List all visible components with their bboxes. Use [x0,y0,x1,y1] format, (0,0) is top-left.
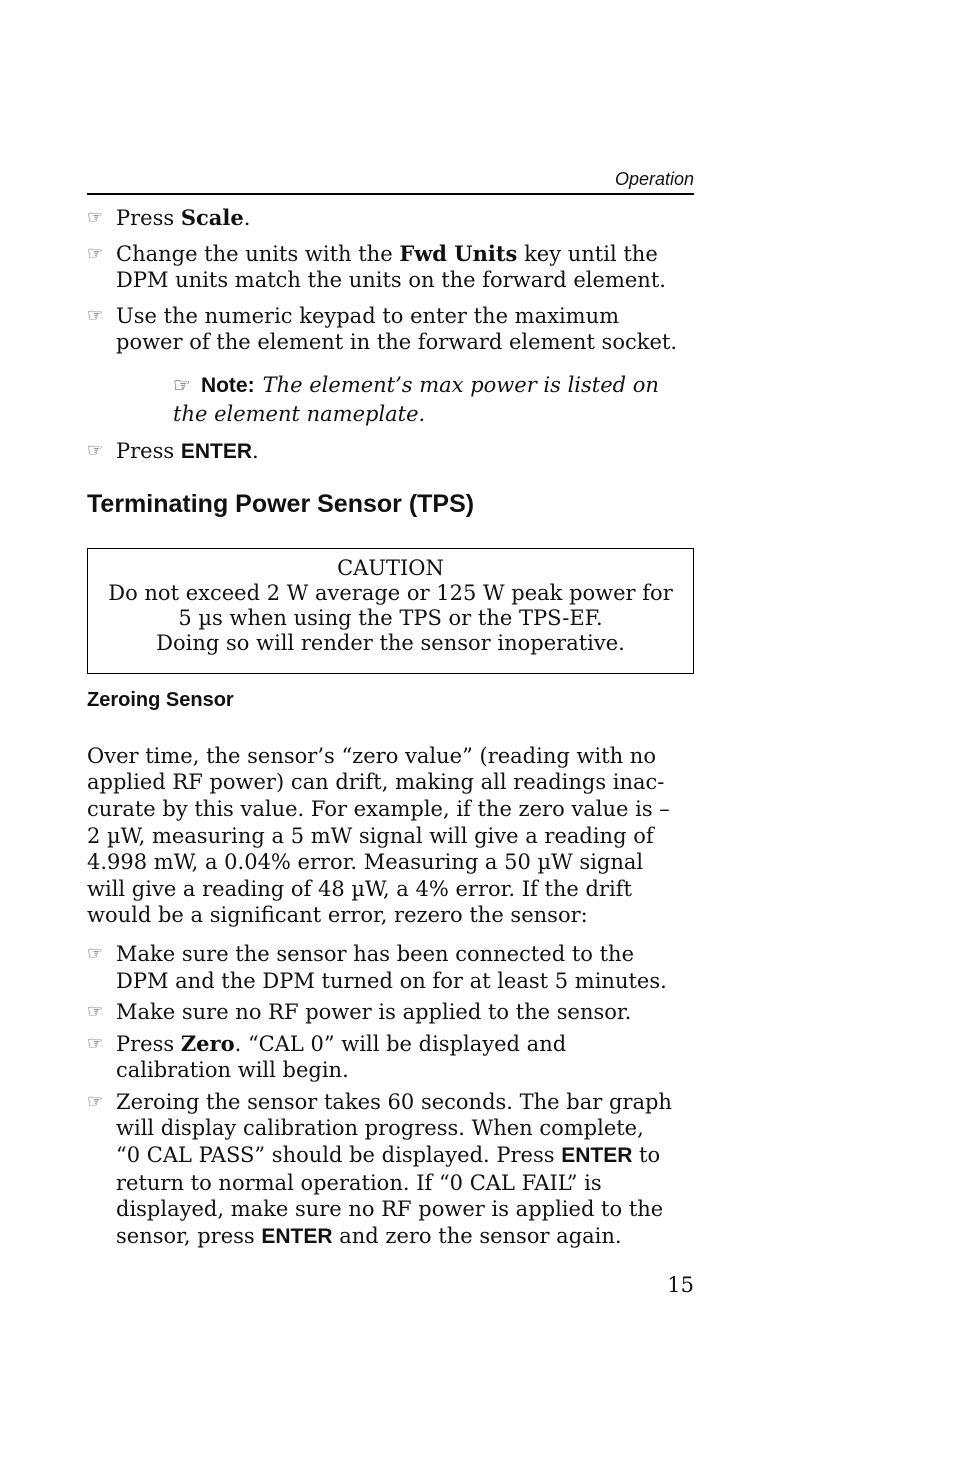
key-zero: Zero [180,1030,235,1056]
step-text: “0 CAL PASS” should be displayed. Press [116,1143,562,1168]
key-enter: ENTER [180,439,253,463]
step-text: power of the element in the forward element socket. [116,330,678,355]
zeroing-paragraph [87,743,697,929]
step-press-zero [87,1031,697,1084]
step-text: to [632,1143,661,1168]
note-text: the element nameplate. [173,401,426,426]
step-text: DPM units match the units on the forward element. [116,268,666,293]
pointing-hand-icon: ☞ [87,1090,104,1112]
step-text: . [252,438,259,463]
key-scale: Scale [180,205,244,230]
step-sensor-connected [87,941,697,994]
pointing-hand-icon: ☞ [87,304,104,326]
pointing-hand-icon: ☞ [87,439,104,461]
paragraph-line: Over time, the sensor’s “zero value” (reading with no [87,743,656,768]
caution-line: 5 µs when using the TPS or the TPS-EF. [178,606,603,631]
paragraph-line: curate by this value. For example, if the zero value is – [87,796,670,821]
step-text: calibration will begin. [116,1058,349,1083]
paragraph-line: applied RF power) can drift, making all readings inac- [87,770,665,795]
step-text: . “CAL 0” will be displayed and [234,1031,567,1056]
paragraph-line: would be a significant error, rezero the sensor: [87,903,588,928]
step-text: Change the units with the [116,241,400,266]
pointing-hand-icon: ☞ [87,942,104,964]
step-no-rf-power [87,999,697,1026]
step-text: Press [116,438,181,463]
section-title: Terminating Power Sensor (TPS) [87,489,475,518]
step-zeroing-duration [87,1089,697,1251]
step-text: . [243,206,251,230]
caution-title: CAUTION [337,555,444,580]
step-numeric-keypad [87,303,697,356]
caution-line: Do not exceed 2 W average or 125 W peak power for [108,580,673,605]
step-text: Use the numeric keypad to enter the maximum [116,303,620,328]
step-text: will display calibration progress. When complete, [116,1116,644,1141]
paragraph-line: 2 µW, measuring a 5 mW signal will give a reading of [87,823,654,848]
step-text: Make sure no RF power is applied to the sensor. [116,1000,632,1025]
step-text: displayed, make sure no RF power is applied to the [116,1197,664,1222]
caution-line: Doing so will render the sensor inoperative. [156,631,625,656]
step-text: sensor, press [116,1223,262,1248]
pointing-hand-icon: ☞ [87,1001,104,1023]
pointing-hand-icon: ☞ [87,1032,104,1054]
subsection-title: Zeroing Sensor [87,688,234,711]
step-text: return to normal operation. If “0 CAL FAIL” is [116,1170,602,1195]
step-text: Press [116,206,181,230]
key-enter: ENTER [561,1144,633,1168]
caution-box [87,548,694,674]
step-text: Zeroing the sensor takes 60 seconds. The bar graph [116,1089,672,1114]
paragraph-line: will give a reading of 48 µW, a 4% error. If the drift [87,876,632,901]
step-text: key until the [517,241,658,266]
note-block [173,371,697,428]
paragraph-line: 4.998 mW, a 0.04% error. Measuring a 50 µW signal [87,850,644,875]
step-change-units [87,241,697,294]
header-rule [87,193,694,195]
step-press-enter [87,438,697,466]
step-text: Press [116,1031,181,1056]
step-press-scale [87,205,697,232]
running-header: Operation [614,169,694,189]
pointing-hand-icon: ☞ [87,207,104,228]
note-text: The element’s max power is listed on [262,372,659,397]
page-number: 15 [667,1273,694,1297]
pointing-hand-icon: ☞ [173,372,191,397]
step-text: and zero the sensor again. [332,1223,622,1248]
note-label: Note: [200,373,255,397]
key-fwd-units: Fwd Units [399,240,518,266]
key-enter: ENTER [261,1224,333,1248]
pointing-hand-icon: ☞ [87,242,104,264]
page-content [87,205,697,1255]
step-text: Make sure the sensor has been connected to the [116,941,634,966]
step-text: DPM and the DPM turned on for at least 5 minutes. [116,968,667,993]
